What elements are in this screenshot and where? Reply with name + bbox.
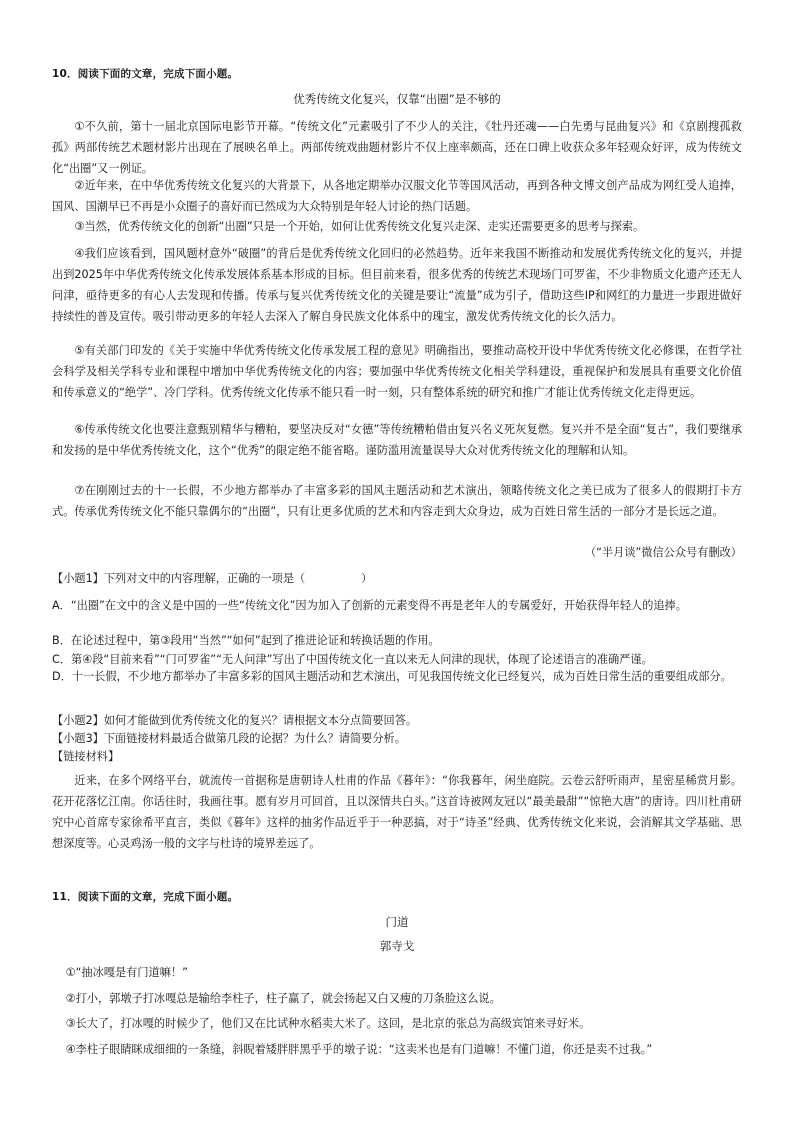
paragraph-4: ④我们应该看到，国风题材意外“破圈”的背后是优秀传统文化回归的必然趋势。近年来我国不断推动和发展优秀传统文化的复兴，并提出到2025年中华优秀传统文化传承发展体系基本形成的目标。但目前来看，很多优秀的传统艺术现场门可罗雀，不少非物质文化遗产还无人问津，亟待更多的有心人去发现和传播。传承与复兴优秀传统文化的关键是要让“流量”成为引子，借助这些IP和网红的力量进一步跟进做好持续性的普及宣传。吸引带动更多的年轻人去深入了解自身民族文化体系中的瑰宝，激发优秀传统文化的长久活力。 <box>52 247 742 323</box>
subquestion-3: 【小题3】下面链接材料最适合做第几段的论据？为什么？请简要分析。 <box>52 732 406 745</box>
story-author: 郭寺戈 <box>379 939 415 953</box>
article-title: 优秀传统文化复兴，仅靠“出圈”是不够的 <box>293 92 501 106</box>
story-paragraph-3: ③长大了，打冰嘎的时候少了，他们又在比试种水稻卖大米了。这回，是北京的张总为高级宾馆来寻好米。 <box>65 1017 591 1030</box>
paragraph-3: ③当然，优秀传统文化的创新“出圈”只是一个开始，如何让优秀传统文化复兴走深、走实还需要更多的思考与探索。 <box>74 220 645 233</box>
option-b: B．在论述过程中，第③段用“当然”“如何”起到了推进论证和转换话题的作用。 <box>52 634 440 647</box>
option-c: C．第④段“目前来看”“门可罗雀”“无人问津”写出了中国传统文化一直以来无人问津的现状，体现了论述语言的准确严谨。 <box>52 653 653 666</box>
paragraph-6: ⑥传承传统文化也要注意甄别精华与糟粕，要坚决反对“女德”等传统糟粕借由复兴名义死灰复燃。复兴并不是全面“复古”，我们要继承和发扬的是中华优秀传统文化，这个“优秀”的限定绝不能省略。谨防滥用流量误导大众对优秀传统文化的理解和认知。 <box>52 423 742 457</box>
article-source: （“半月谈”微信公众号有删改） <box>584 546 742 559</box>
story-paragraph-2: ②打小，郭墩子打冰嘎总是输给李柱子，柱子赢了，就会扬起又白又瘦的刀条脸这么说。 <box>65 992 501 1005</box>
link-material-text: 近来，在多个网络平台，就流传一首据称是唐朝诗人杜甫的作品《暮年》：“你我暮年，闲坐庭院。云卷云舒听雨声，星密星稀赏月影。花开花落忆江南。你话往时，我画往事。愿有岁月可回首，且以深情共白头。”这首诗被网友冠以“最美最甜”“惊艳大唐”的唐诗。四川杜甫研究中心首席专家徐希平直言，类似《暮年》这样的抽劣作品近乎于一种恶搞，对于“诗圣”经典、优秀传统文化来说，会消解其文学基础、思想深度等。心灵鸡汤一般的文字与杜诗的境界差远了。 <box>52 774 742 850</box>
paragraph-7: ⑦在刚刚过去的十一长假，不少地方都举办了丰富多彩的国风主题活动和艺术演出，领略传统文化之美已成为了很多人的假期打卡方式。传承优秀传统文化不能只靠偶尔的“出圈”，只有让更多优质的艺术和内容走到大众身边，成为百姓日常生活的一部分才是长远之道。 <box>52 484 742 518</box>
question-11-heading: 11．阅读下面的文章，完成下面小题。 <box>52 891 239 903</box>
option-d: D．十一长假，不少地方都举办了丰富多彩的国风主题活动和艺术演出，可见我国传统文化已经复兴，成为百姓日常生活的重要组成部分。 <box>52 670 732 683</box>
story-paragraph-1: ①“抽冰嘎是有门道嘛！” <box>65 966 188 979</box>
link-material-heading: 【链接材料】 <box>52 750 120 763</box>
question-10-heading: 10．阅读下面的文章，完成下面小题。 <box>52 68 239 80</box>
paragraph-5: ⑤有关部门印发的《关于实施中华优秀传统文化传承发展工程的意见》明确指出，要推动高校开设中华优秀传统文化必修课，在哲学社会科学及相关学科专业和课程中增加中华优秀传统文化的内容；要加强中华优秀传统文化相关学科建设，重视保护和发展具有重要文化价值和传承意义的“绝学”、冷门学科。优秀传统文化传承不能只看一时一刻，只有整体系统的研究和推广才能让优秀传统文化走得更远。 <box>52 344 742 399</box>
paragraph-2: ②近年来，在中华优秀传统文化复兴的大背景下，从各地定期举办汉服文化节等国风活动，再到各种文博文创产品成为网红受人追捧，国风、国潮早已不再是小众圈子的喜好而已然成为大众特别是年轻人讨论的热门话题。 <box>52 179 742 213</box>
story-title: 门道 <box>385 915 409 929</box>
option-a: A．“出圈”在文中的含义是中国的一些“传统文化”因为加入了创新的元素变得不再是老年人的专属爱好，开始获得年轻人的追捧。 <box>52 599 687 612</box>
story-paragraph-4: ④李柱子眼睛眯成细细的一条缝，斜睨着矮胖胖黑乎乎的墩子说：“这卖米也是有门道嘛！不懂门道，你还是卖不过我。” <box>65 1043 653 1056</box>
subquestion-2: 【小题2】如何才能做到优秀传统文化的复兴？请根据文本分点简要回答。 <box>52 714 418 727</box>
paragraph-1: ①不久前，第十一届北京国际电影节开幕。“传统文化”元素吸引了不少人的关注，《牡丹还魂——白先勇与昆曲复兴》和《京剧搜孤救孤》两部传统艺术题材影片出现在了展映名单上。两部传统戏曲题材影片不仅上座率颇高，还在口碑上收获众多年轻观众好评，成为传统文化“出圈”又一例证。 <box>52 120 742 175</box>
subquestion-1: 【小题1】下列对文中的内容理解，正确的一项是（ ） <box>52 572 373 585</box>
